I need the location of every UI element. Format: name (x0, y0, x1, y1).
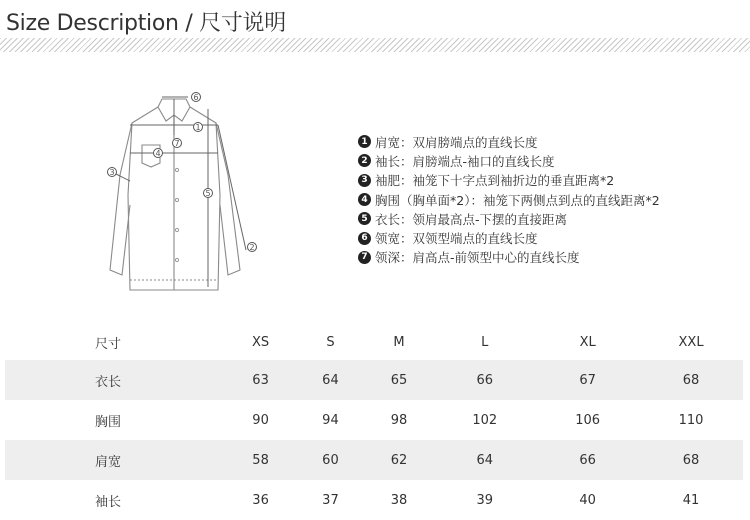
shirt-diagram (100, 85, 270, 295)
table-cell: 68 (639, 360, 743, 400)
measurement-legend (358, 132, 660, 267)
number-marker: 5 (358, 212, 371, 225)
table-cell: 38 (390, 492, 408, 508)
table-cell: 90 (252, 412, 269, 428)
legend-item (358, 248, 660, 267)
row-label: 袖长 (95, 494, 122, 510)
table-cell: 67 (536, 360, 639, 400)
legend-item (358, 190, 660, 209)
legend-text: 领宽：双领型端点的直线长度 (375, 231, 538, 247)
row-label: 衣长 (5, 360, 225, 400)
svg-text:4: 4 (155, 149, 161, 158)
legend-text: 领深：肩高点-前领型中心的直线长度 (375, 250, 580, 266)
table-cell: 64 (296, 360, 365, 400)
table-cell: 68 (639, 440, 743, 480)
table-cell: 36 (252, 492, 269, 508)
table-cell: 106 (575, 412, 601, 428)
number-marker: 2 (358, 154, 371, 167)
table-cell: 98 (390, 412, 408, 428)
row-label: 胸围 (95, 414, 122, 430)
number-marker: 3 (358, 174, 371, 187)
header-cell: M (393, 334, 405, 350)
header-cell: XXL (678, 334, 704, 350)
svg-text:5: 5 (205, 189, 211, 198)
header-cell: XL (579, 334, 596, 350)
table-cell: 64 (433, 440, 536, 480)
number-marker: 1 (358, 135, 371, 148)
number-marker: 6 (358, 232, 371, 245)
header-cell: 尺寸 (95, 336, 122, 352)
table-row (5, 400, 743, 440)
table-cell: 58 (225, 440, 296, 480)
table-cell: 94 (322, 412, 339, 428)
header-cell: XS (251, 334, 270, 350)
table-cell: 63 (225, 360, 296, 400)
table-cell: 41 (682, 492, 700, 508)
svg-text:7: 7 (174, 139, 180, 148)
table-cell: 65 (365, 360, 434, 400)
table-row (5, 360, 743, 400)
legend-text: 袖长：肩膀端点-袖口的直线长度 (375, 153, 555, 169)
legend-item (358, 209, 660, 228)
number-marker: 4 (358, 193, 371, 206)
number-marker: 7 (358, 251, 371, 264)
table-cell: 62 (365, 440, 434, 480)
table-cell: 39 (476, 492, 494, 508)
table-cell: 66 (433, 360, 536, 400)
size-table (5, 324, 743, 520)
table-cell: 37 (322, 492, 339, 508)
header-cell: L (481, 334, 489, 350)
table-cell: 40 (579, 492, 596, 508)
table-row (5, 480, 743, 520)
page-title: Size Description / 尺寸说明 (6, 11, 286, 36)
svg-text:1: 1 (195, 123, 201, 132)
table-cell: 110 (678, 412, 704, 428)
table-cell: 60 (296, 440, 365, 480)
svg-text:2: 2 (249, 243, 255, 252)
legend-item (358, 228, 660, 247)
svg-text:3: 3 (109, 168, 115, 177)
legend-item (358, 151, 660, 170)
legend-item (358, 132, 660, 151)
row-label: 肩宽 (5, 440, 225, 480)
header-cell: S (326, 334, 335, 350)
legend-text: 袖肥：袖笼下十字点到袖折边的垂直距离*2 (375, 173, 615, 189)
table-cell: 66 (536, 440, 639, 480)
legend-text: 胸围（胸单面*2）：袖笼下两侧点到点的直线距离*2 (375, 192, 660, 208)
table-cell: 102 (472, 412, 498, 428)
svg-text:6: 6 (193, 93, 199, 102)
table-row (5, 440, 743, 480)
legend-text: 衣长：领肩最高点-下摆的直接距离 (375, 211, 568, 227)
table-header-row (5, 324, 743, 360)
legend-item (358, 171, 660, 190)
title-divider (0, 38, 750, 52)
legend-text: 肩宽：双肩膀端点的直线长度 (375, 134, 538, 150)
